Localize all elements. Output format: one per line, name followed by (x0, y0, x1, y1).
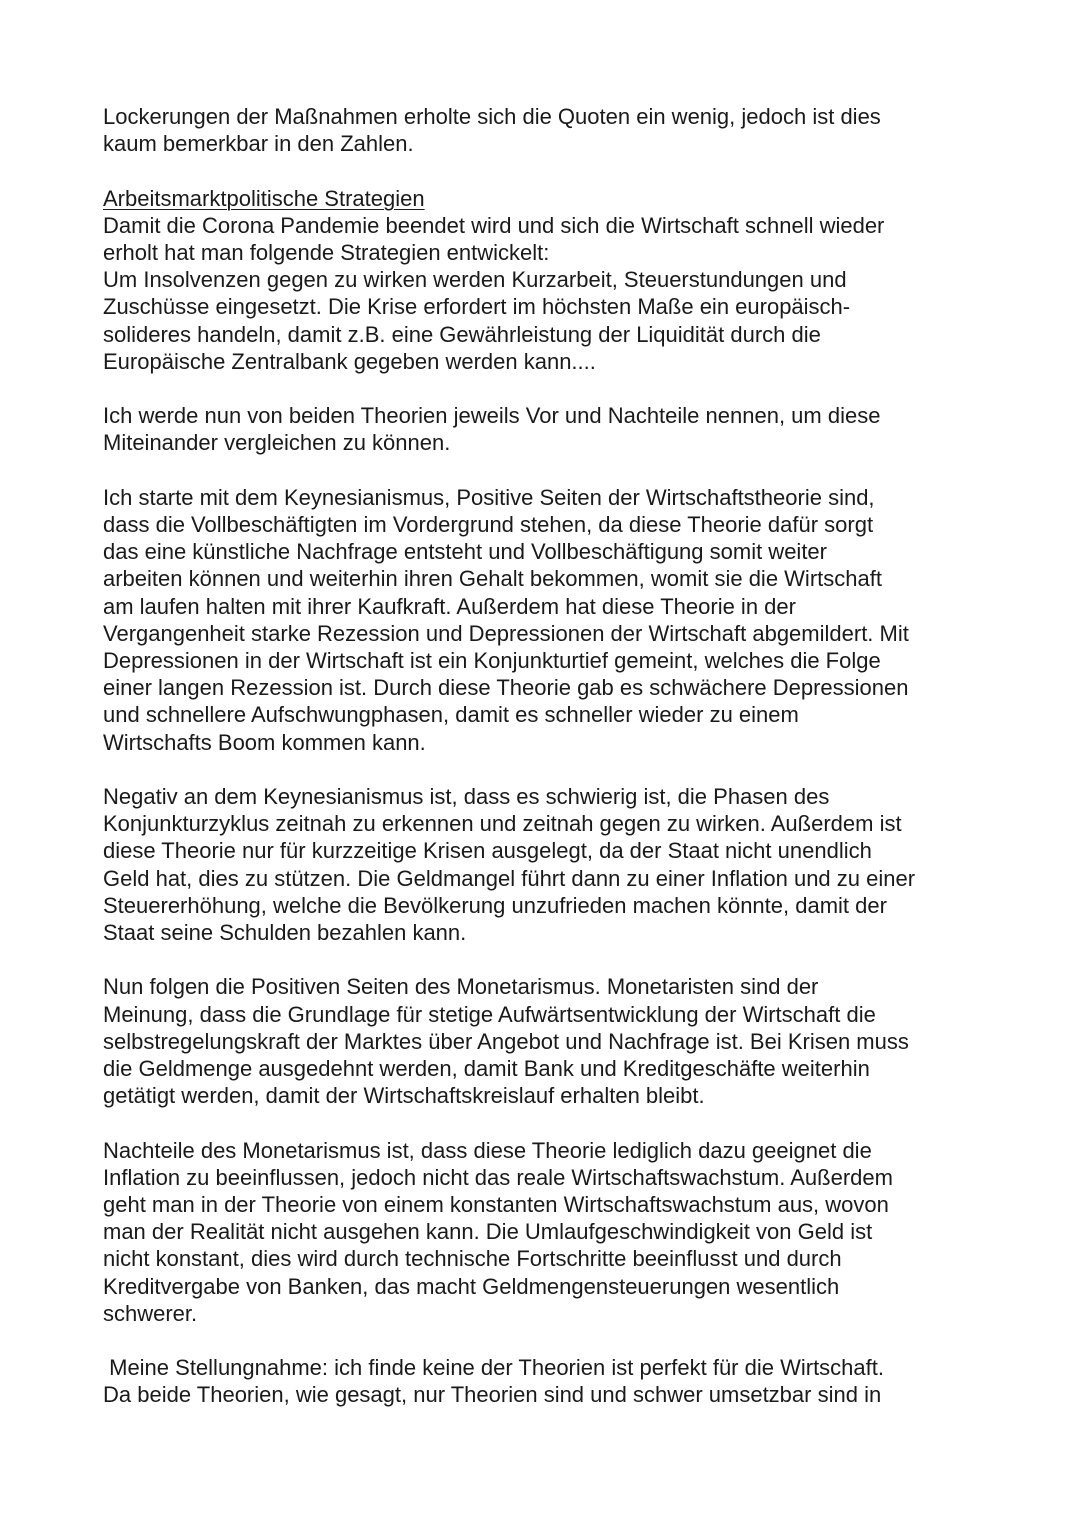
text-line: Nun folgen die Positiven Seiten des Monetarismus. Monetaristen sind der (103, 974, 819, 1000)
paragraph-strategies (103, 185, 1003, 375)
text-line: Kreditvergabe von Banken, das macht Geldmengensteuerungen wesentlich (103, 1273, 840, 1299)
text-line: Wirtschafts Boom kommen kann. (103, 729, 426, 755)
text-line: getätigt werden, damit der Wirtschaftskreislauf erhalten bleibt. (103, 1083, 705, 1109)
text-line: einer langen Rezession ist. Durch diese Theorie gab es schwächere Depressionen (103, 675, 909, 701)
text-line: Europäische Zentralbank gegeben werden kann.... (103, 348, 596, 374)
paragraph-transition (103, 402, 1003, 456)
text-line: Damit die Corona Pandemie beendet wird und sich die Wirtschaft schnell wieder (103, 212, 885, 238)
text-line: arbeiten können und weiterhin ihren Gehalt bekommen, womit sie die Wirtschaft (103, 566, 882, 592)
text-line: solideres handeln, damit z.B. eine Gewährleistung der Liquidität durch die (103, 321, 821, 347)
text-line: Geld hat, dies zu stützen. Die Geldmangel führt dann zu einer Inflation und zu einer (103, 865, 916, 891)
text-line: erholt hat man folgende Strategien entwickelt: (103, 240, 550, 265)
section-heading: Arbeitsmarktpolitische Strategien (103, 185, 425, 211)
text-line: Inflation zu beeinflussen, jedoch nicht das reale Wirtschaftswachstum. Außerdem (103, 1164, 893, 1190)
text-line: geht man in der Theorie von einem konstanten Wirtschaftswachstum aus, wovon (103, 1192, 889, 1218)
text-line: die Geldmenge ausgedehnt werden, damit Bank und Kreditgeschäfte weiterhin (103, 1056, 870, 1082)
text-line: Meine Stellungnahme: ich finde keine der Theorien ist perfekt für die Wirtschaft. (103, 1355, 884, 1381)
paragraph-statement (103, 1354, 1003, 1408)
text-line: Nachteile des Monetarismus ist, dass diese Theorie lediglich dazu geeignet die (103, 1137, 872, 1163)
text-line: man der Realität nicht ausgehen kann. Die Umlaufgeschwindigkeit von Geld ist (103, 1219, 873, 1245)
text-line: Staat seine Schulden bezahlen kann. (103, 920, 467, 946)
text-line: Steuererhöhung, welche die Bevölkerung unzufrieden machen könnte, damit der (103, 892, 887, 918)
text-line: Ich starte mit dem Keynesianismus, Positive Seiten der Wirtschaftstheorie sind, (103, 484, 875, 510)
text-line: dass die Vollbeschäftigten im Vordergrund stehen, da diese Theorie dafür sorgt (103, 512, 874, 537)
text-line: Miteinander vergleichen zu können. (103, 430, 451, 456)
text-line: Meinung, dass die Grundlage für stetige Aufwärtsentwicklung der Wirtschaft die (103, 1001, 876, 1027)
text-line: Lockerungen der Maßnahmen erholte sich die Quoten ein wenig, jedoch ist dies (103, 104, 881, 129)
text-line: Negativ an dem Keynesianismus ist, dass es schwierig ist, die Phasen des (103, 784, 830, 810)
text-line: Konjunkturzyklus zeitnah zu erkennen und zeitnah gegen zu wirken. Außerdem ist (103, 811, 902, 837)
text-line: selbstregelungskraft der Marktes über Angebot und Nachfrage ist. Bei Krisen muss (103, 1028, 909, 1054)
text-line: schwerer. (103, 1300, 198, 1326)
paragraph-monetarism-cons (103, 1137, 1003, 1327)
text-line: nicht konstant, dies wird durch technische Fortschritte beeinflusst und durch (103, 1246, 842, 1272)
document-text (103, 103, 1003, 1436)
text-line: Vergangenheit starke Rezession und Depressionen der Wirtschaft abgemildert. Mit (103, 620, 909, 646)
text-line: Ich werde nun von beiden Theorien jeweils Vor und Nachteile nennen, um diese (103, 403, 881, 429)
text-line: Depressionen in der Wirtschaft ist ein Konjunkturtief gemeint, welches die Folge (103, 648, 881, 674)
paragraph-keynesianism-pros (103, 484, 1003, 756)
text-line: Um Insolvenzen gegen zu wirken werden Kurzarbeit, Steuerstundungen und (103, 267, 847, 293)
text-line: Zuschüsse eingesetzt. Die Krise erfordert im höchsten Maße ein europäisch- (103, 294, 851, 320)
text-line: diese Theorie nur für kurzzeitige Krisen ausgelegt, da der Staat nicht unendlich (103, 838, 872, 864)
paragraph-intro (103, 103, 1003, 157)
text-line: das eine künstliche Nachfrage entsteht und Vollbeschäftigung somit weiter (103, 539, 827, 565)
text-line: am laufen halten mit ihrer Kaufkraft. Außerdem hat diese Theorie in der (103, 593, 796, 619)
paragraph-keynesianism-cons (103, 783, 1003, 946)
text-line: Da beide Theorien, wie gesagt, nur Theorien sind und schwer umsetzbar sind in (103, 1382, 882, 1408)
text-line: und schnellere Aufschwungphasen, damit es schneller wieder zu einem (103, 702, 799, 728)
text-line: kaum bemerkbar in den Zahlen. (103, 131, 414, 157)
paragraph-monetarism-pros (103, 973, 1003, 1109)
